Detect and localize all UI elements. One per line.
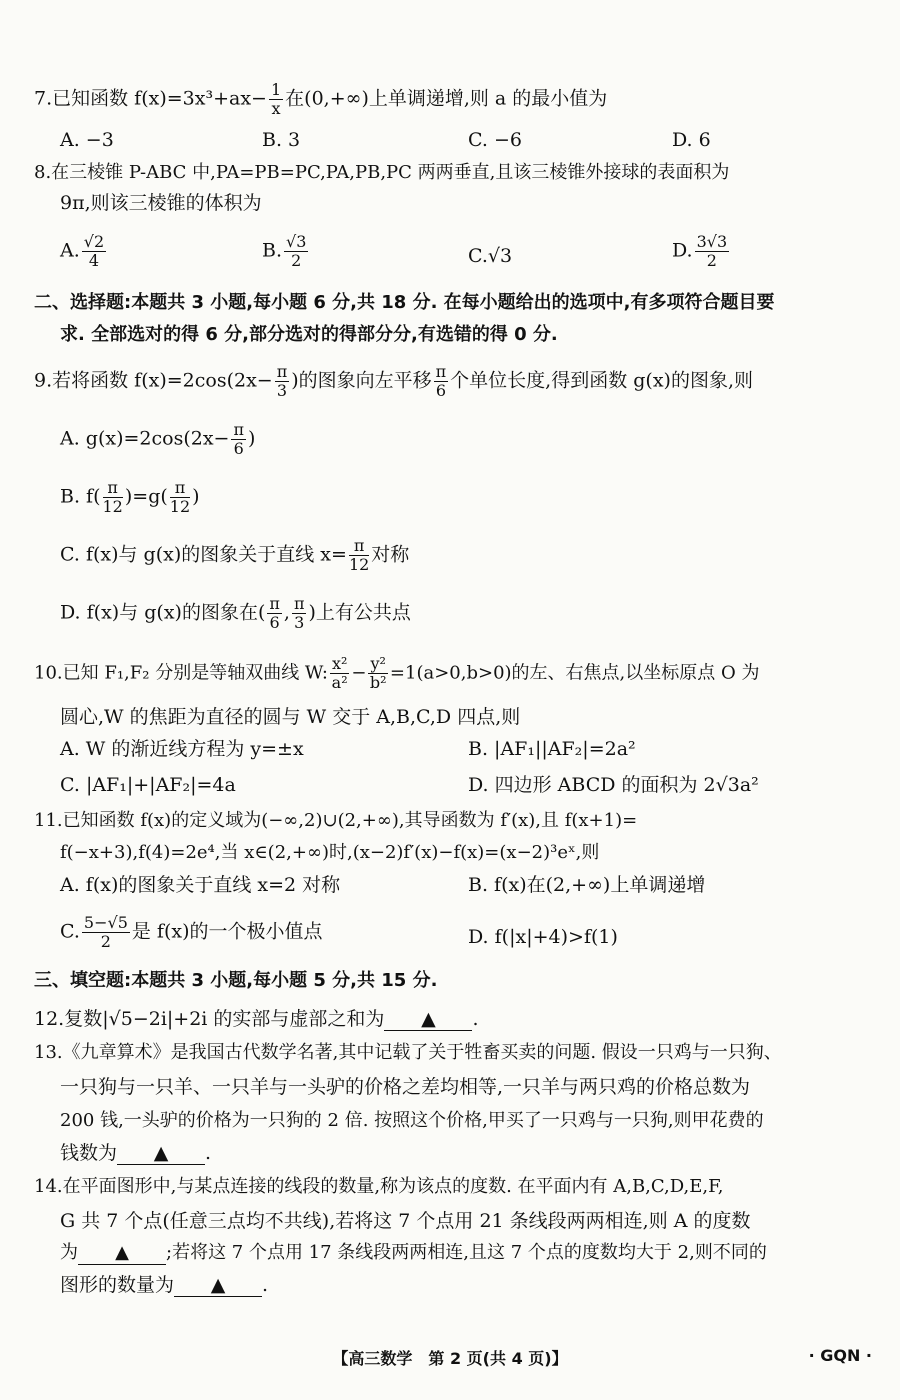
section3-heading: 三、填空题:本题共 3 小题,每小题 5 分,共 15 分.	[34, 970, 438, 991]
q10-line2: 圆心,W 的焦距为直径的圆与 W 交于 A,B,C,D 四点,则	[60, 706, 521, 728]
q11-option-c: C. $\frac{5-√5}{2}$ 是 f(x)的一个极小值点	[60, 913, 323, 951]
q11-line2: f(−x+3),f(4)=2e⁴,当 x∈(2,+∞)时,(x−2)f′(x)−f(x)=(x−2)³eˣ,则	[60, 842, 600, 863]
q8-line2: 9π,则该三棱锥的体积为	[60, 192, 262, 214]
q7-fraction: $\frac{1}{x}$	[270, 80, 282, 118]
q7-option-b: B. 3	[262, 129, 301, 151]
q13-line2: 一只狗与一只羊、一只羊与一头驴的价格之差均相等,一只羊与两只鸡的价格总数为	[60, 1076, 751, 1098]
q10-option-c: C. |AF₁|+|AF₂|=4a	[60, 774, 236, 796]
q14-answer-blank-2[interactable]: ▲	[174, 1274, 262, 1297]
q9-option-b: B. f( $\frac{\pi}{12}$ )=g( $\frac{\pi}{12}$ )	[60, 478, 200, 516]
q7-stem-b: 在(0,+∞)上单调递增,则 a 的最小值为	[285, 87, 608, 110]
q8-option-d: D. $\frac{3√3}{2}$	[672, 232, 728, 270]
exam-code: · GQN ·	[808, 1346, 872, 1365]
q11-option-b: B. f(x)在(2,+∞)上单调递增	[468, 874, 706, 896]
q12-stem: 12.复数|√5−2i|+2i 的实部与虚部之和为 ▲ .	[34, 1008, 479, 1030]
q11-option-a: A. f(x)的图象关于直线 x=2 对称	[60, 874, 341, 896]
q7-option-c: C. −6	[468, 129, 522, 151]
q7-stem	[34, 82, 607, 117]
q11-line1: 11.已知函数 f(x)的定义域为(−∞,2)∪(2,+∞),其导函数为 f′(x),且 f(x+1)=	[34, 810, 638, 831]
q14-line2: G 共 7 个点(任意三点均不共线),若将这 7 个点用 21 条线段两两相连,则 A 的度数	[60, 1210, 751, 1232]
q14-line1: 14.在平面图形中,与某点连接的线段的数量,称为该点的度数. 在平面内有 A,B,C,D,E,F,	[34, 1176, 724, 1197]
q9-stem: 9.若将函数 f(x)=2cos(2x− $\frac{\pi}{3}$ )的图象向左平移 $\frac{\pi}{6}$ 个单位长度,得到函数 g(x)的图象,则	[34, 362, 753, 400]
q9-option-c: C. f(x)与 g(x)的图象关于直线 x= $\frac{\pi}{12}$ 对称	[60, 536, 410, 574]
q10-option-a: A. W 的渐近线方程为 y=±x	[60, 738, 304, 760]
section2-heading-line1: 二、选择题:本题共 3 小题,每小题 6 分,共 18 分. 在每小题给出的选项中,有多项符合题目要	[34, 292, 775, 313]
q13-line3: 200 钱,一头驴的价格为一只狗的 2 倍. 按照这个价格,甲买了一只鸡与一只狗,则甲花费的	[60, 1110, 764, 1131]
q12-answer-blank[interactable]: ▲	[384, 1008, 472, 1031]
q7-option-d: D. 6	[672, 129, 711, 151]
section2-heading-line2: 求. 全部选对的得 6 分,部分选对的得部分分,有选错的得 0 分.	[60, 324, 558, 345]
q13-line4: 钱数为 ▲ .	[60, 1142, 212, 1164]
q14-line4: 图形的数量为 ▲ .	[60, 1274, 269, 1296]
page-footer: 【高三数学 第 2 页(共 4 页)】	[332, 1349, 568, 1368]
q8-option-c: C.√3	[468, 245, 513, 267]
q7-option-a: A. −3	[60, 129, 114, 151]
q9-option-d: D. f(x)与 g(x)的图象在( $\frac{\pi}{6}$ , $\frac{\pi}{3}$ )上有公共点	[60, 594, 411, 632]
q11-option-d: D. f(|x|+4)>f(1)	[468, 926, 618, 948]
q14-line3: 为 ▲ ;若将这 7 个点用 17 条线段两两相连,且这 7 个点的度数均大于 2,则不同的	[60, 1242, 767, 1263]
q7-stem-a: 7.已知函数 f(x)=3x³+ax−	[34, 87, 267, 110]
q9-option-a: A. g(x)=2cos(2x− $\frac{\pi}{6}$ )	[60, 420, 256, 458]
q8-line1: 8.在三棱锥 P-ABC 中,PA=PB=PC,PA,PB,PC 两两垂直,且该三棱锥外接球的表面积为	[34, 162, 730, 183]
q13-answer-blank[interactable]: ▲	[117, 1142, 205, 1165]
q14-answer-blank-1[interactable]: ▲	[78, 1242, 166, 1265]
q8-option-a: A. $\frac{√2}{4}$	[60, 232, 105, 270]
q10-stem: 10.已知 F₁,F₂ 分别是等轴双曲线 W: $\frac{\text{x²}}{\text{a²}}$ − $\frac{\text{y²}}{\text{b²}}$ =1(a>0,b>0)的左、右焦点,以坐标原点 O 为	[34, 654, 760, 692]
q8-option-b: B. $\frac{√3}{2}$	[262, 232, 307, 270]
q10-option-d: D. 四边形 ABCD 的面积为 2√3a²	[468, 774, 759, 796]
q13-line1: 13.《九章算术》是我国古代数学名著,其中记载了关于牲畜买卖的问题. 假设一只鸡与一只狗、	[34, 1042, 782, 1063]
q10-option-b: B. |AF₁||AF₂|=2a²	[468, 738, 636, 760]
